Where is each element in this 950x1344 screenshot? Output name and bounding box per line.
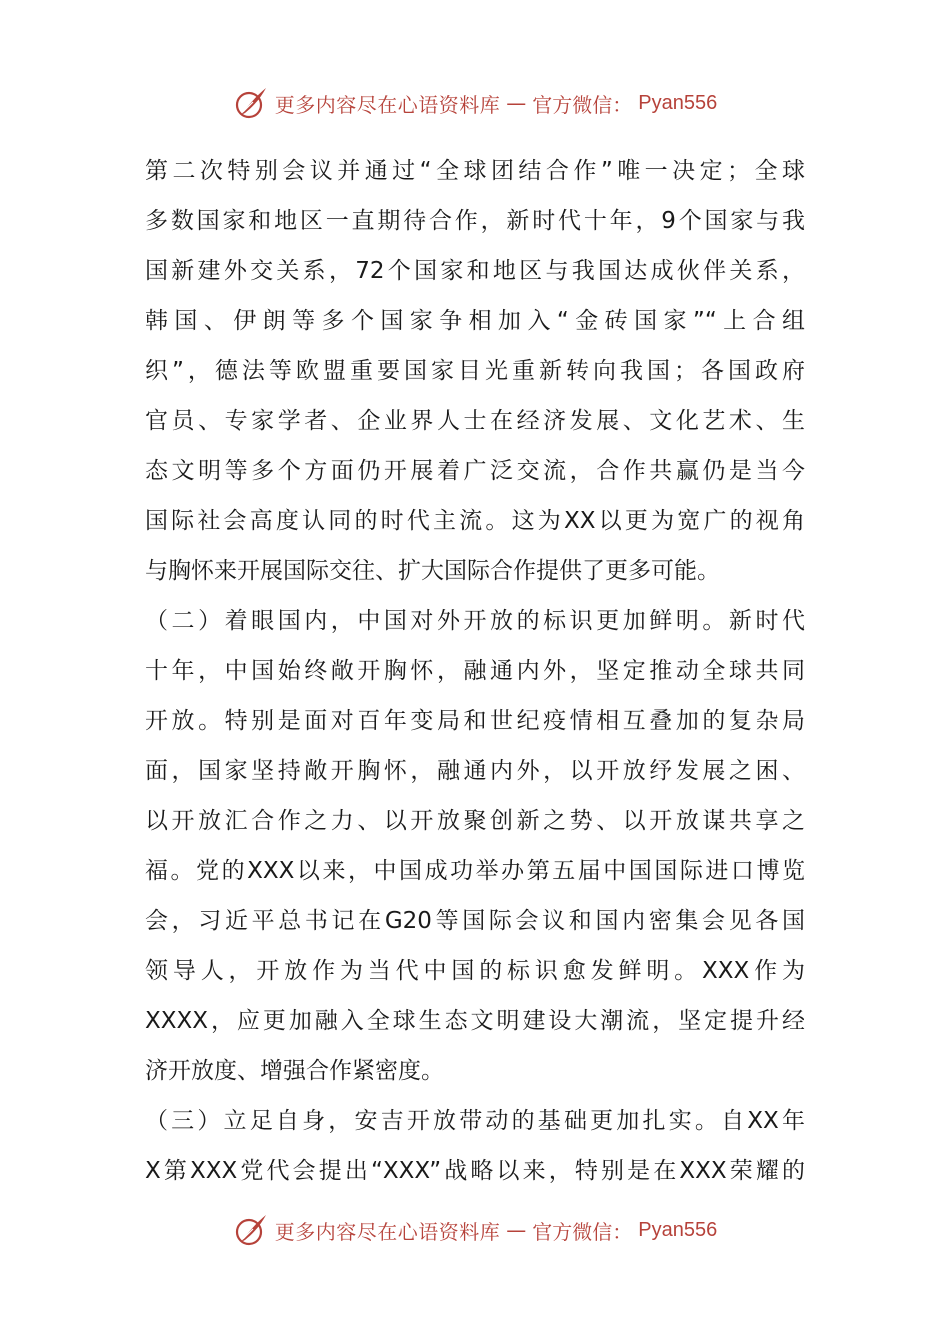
text-line: 与胸怀来开展国际交往、扩大国际合作提供了更多可能。: [145, 558, 720, 584]
quill-logo-icon: [233, 1212, 269, 1248]
header-wechat-label: 官方微信：: [532, 92, 633, 117]
text-line: 领导人，开放作为当代中国的标识愈发鲜明。XXX作为: [145, 958, 805, 984]
text-line: X第XXX党代会提出“XXX”战略以来，特别是在XXX荣耀的: [145, 1158, 805, 1184]
footer-separator: —: [506, 1218, 527, 1242]
header-wechat-id: Pyan556: [638, 91, 718, 114]
text-line: 第二次特别会议并通过“全球团结合作”唯一决定；全球: [145, 158, 805, 184]
text-line: 福。党的XXX以来，中国成功举办第五届中国国际进口博览: [145, 858, 805, 884]
footer-wechat-label: 官方微信：: [532, 1219, 633, 1244]
text-line: 态文明等多个方面仍开展着广泛交流，合作共赢仍是当今: [145, 458, 805, 484]
quill-logo-icon: [233, 85, 269, 121]
section-heading-line: （三）立足自身，安吉开放带动的基础更加扎实。自XX年: [145, 1108, 805, 1134]
text-line: 以开放汇合作之力、以开放聚创新之势、以开放谋共享之: [145, 808, 805, 834]
text-line: 织”，德法等欧盟重要国家目光重新转向我国；各国政府: [145, 358, 805, 384]
text-line: 多数国家和地区一直期待合作，新时代十年，9个国家与我: [145, 208, 805, 234]
text-line: 十年，中国始终敞开胸怀，融通内外，坚定推动全球共同: [145, 658, 805, 684]
text-line: XXXX，应更加融入全球生态文明建设大潮流，坚定提升经: [145, 1008, 805, 1034]
footer-wechat-id: Pyan556: [638, 1218, 718, 1241]
text-line: 国新建外交关系，72个国家和地区与我国达成伙伴关系，: [145, 258, 805, 284]
text-line: 济开放度、增强合作紧密度。: [145, 1058, 444, 1084]
text-line: 韩国、伊朗等多个国家争相加入“金砖国家”“上合组: [145, 308, 805, 334]
footer-site-name: 更多内容尽在心语资料库: [274, 1219, 501, 1244]
section-heading-line: （二）着眼国内，中国对外开放的标识更加鲜明。新时代: [145, 608, 805, 634]
footer-watermark-banner: [0, 1210, 950, 1250]
text-line: 官员、专家学者、企业界人士在经济发展、文化艺术、生: [145, 408, 805, 434]
document-body: [145, 146, 805, 1196]
text-line: 国际社会高度认同的时代主流。这为XX以更为宽广的视角: [145, 508, 805, 534]
text-line: 会，习近平总书记在G20等国际会议和国内密集会见各国: [145, 908, 805, 934]
header-site-name: 更多内容尽在心语资料库: [274, 92, 501, 117]
text-line: 开放。特别是面对百年变局和世纪疫情相互叠加的复杂局: [145, 708, 805, 734]
header-watermark-banner: [0, 83, 950, 123]
header-separator: —: [506, 91, 527, 115]
text-line: 面，国家坚持敞开胸怀，融通内外，以开放纾发展之困、: [145, 758, 805, 784]
